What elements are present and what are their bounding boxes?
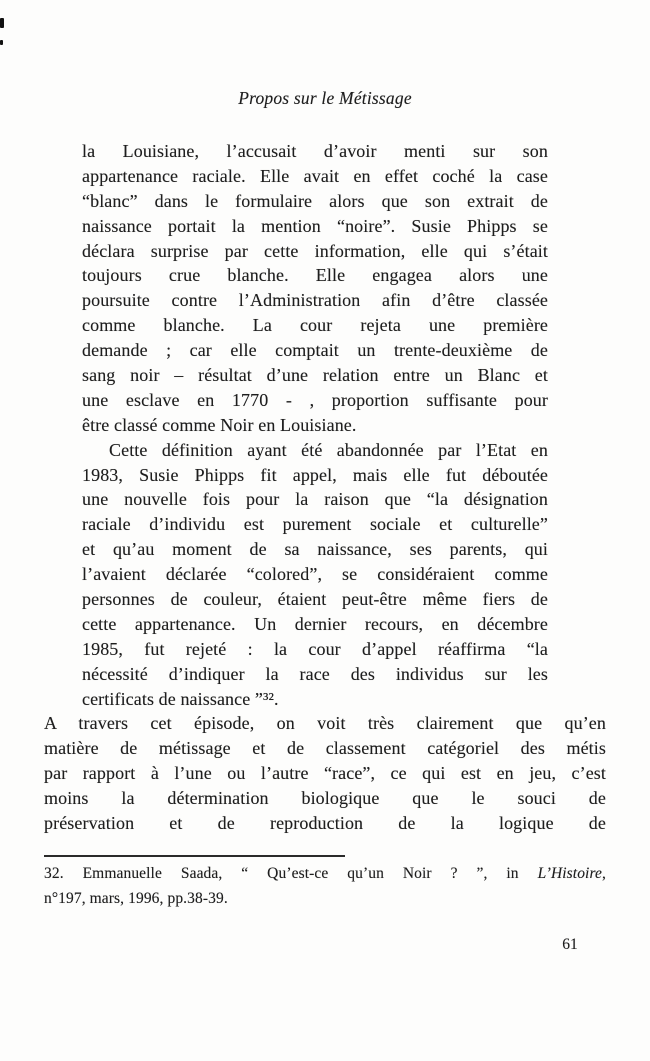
text-line: poursuite contre l’Administration afin d’être classée [82, 290, 548, 311]
paragraph-quote-2 [82, 438, 548, 712]
page-number: 61 [562, 936, 578, 953]
footnote-text: 32. Emmanuelle Saada, “ Qu’est-ce qu’un Noir ? ”, in [44, 865, 538, 882]
paragraph-body [44, 711, 606, 836]
text-line: naissance portait la mention “noire”. Susie Phipps se [82, 215, 548, 236]
text-line: nécessité d’indiquer la race des individus sur les [82, 663, 548, 684]
text-line: Cette définition ayant été abandonnée par l’Etat en [109, 439, 548, 460]
text-line: moins la détermination biologique que le souci de [44, 788, 606, 809]
text-line: par rapport à l’une ou l’autre “race”, ce qui est en jeu, c’est [44, 763, 606, 784]
text-line: déclara surprise par cette information, elle qui s’était [82, 240, 548, 261]
footnote-separator [44, 855, 345, 857]
running-header: Propos sur le Métissage [238, 88, 412, 108]
footnote-journal-title: L’Histoire [537, 865, 603, 882]
text-line: “blanc” dans le formulaire alors que son extrait de [82, 190, 548, 211]
text-line: la Louisiane, l’accusait d’avoir menti sur son [82, 141, 548, 161]
text-line: sang noir – résultat d’une relation entre un Blanc et [82, 365, 548, 386]
text-line: matière de métissage et de classement catégoriel des métis [44, 738, 606, 759]
text-line: et qu’au moment de sa naissance, ses parents, qui [82, 539, 548, 560]
text-line: cette appartenance. Un dernier recours, en décembre [82, 613, 548, 634]
text-line: personnes de couleur, étaient peut-être même fiers de [82, 589, 548, 610]
footnote [44, 862, 606, 911]
footnote-text: , [602, 865, 606, 882]
text-line: comme blanche. La cour rejeta une première [82, 315, 548, 336]
text-line: raciale d’individu est purement sociale et culturelle” [82, 514, 548, 535]
text-line: demande ; car elle comptait un trente-deuxième de [82, 340, 548, 361]
text-line: une esclave en 1770 - , proportion suffisante pour [82, 389, 548, 410]
text-line: toujours crue blanche. Elle engagea alors une [82, 265, 548, 286]
scan-speck [0, 18, 4, 28]
text-line: A travers cet épisode, on voit très clairement que qu’en [44, 713, 606, 734]
paragraph-quote-1 [82, 139, 548, 438]
text-line: appartenance raciale. Elle avait en effet coché la case [82, 165, 548, 186]
scan-speck [0, 40, 3, 45]
text-line: être classé comme Noir en Louisiane. [82, 414, 357, 435]
footnote-line-2: n°197, mars, 1996, pp.38-39. [44, 889, 228, 907]
text-line: 1983, Susie Phipps fit appel, mais elle fut déboutée [82, 464, 548, 485]
text-line: 1985, fut rejeté : la cour d’appel réaffirma “la [82, 638, 548, 659]
text-line: certificats de naissance ”³². [82, 688, 279, 709]
text-line: préservation et de reproduction de la logique de [44, 813, 606, 834]
footnote-line-1 [44, 862, 606, 887]
text-line: l’avaient déclarée “colored”, se considéraient comme [82, 564, 548, 585]
text-column [44, 139, 606, 836]
text-line: une nouvelle fois pour la raison que “la désignation [82, 489, 548, 510]
